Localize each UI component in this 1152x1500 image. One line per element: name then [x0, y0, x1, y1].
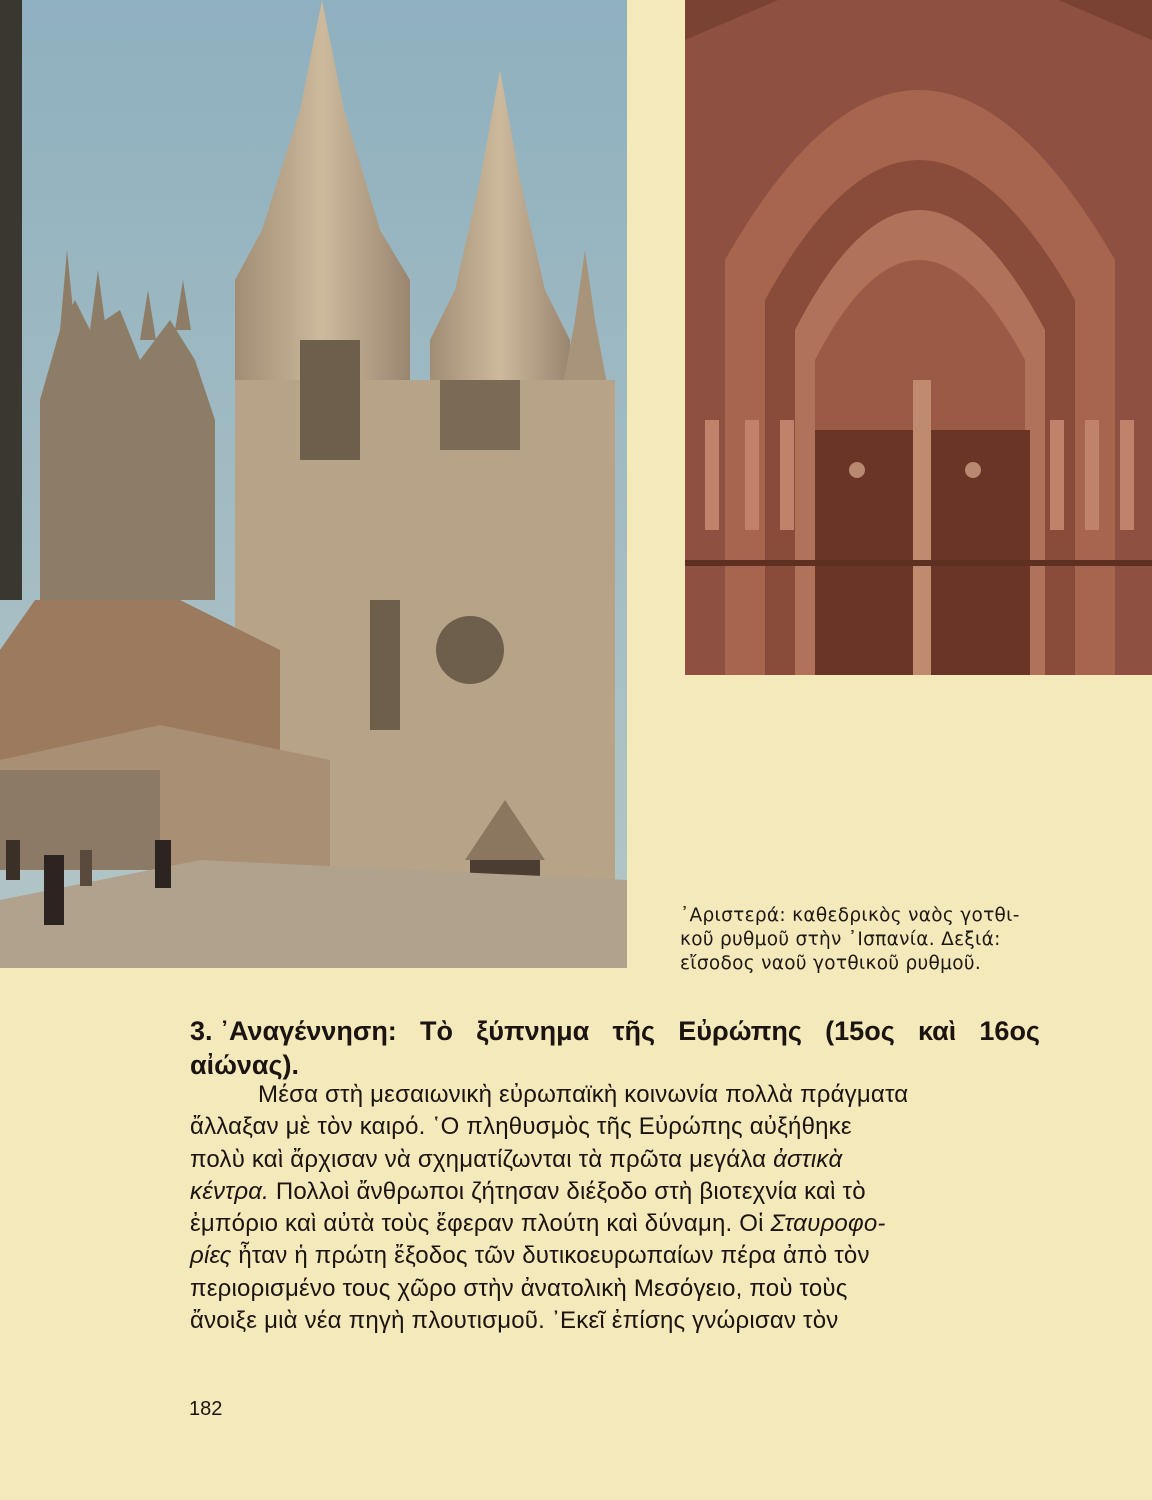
body-line: περιορισμένο τους χῶρο στὴν ἀνατολικὴ Μεσόγειο, ποὺ τοὺς [190, 1274, 848, 1302]
body-emphasis: Σταυροφο- [770, 1210, 886, 1238]
body-emphasis: κέντρα. [190, 1177, 270, 1205]
body-line [190, 1240, 1040, 1272]
body-line: Μέσα στὴ μεσαιωνικὴ εὐρωπαϊκὴ κοινωνία πολλὰ πράγματα [258, 1081, 909, 1108]
heading-line [190, 1014, 1040, 1048]
body-line: ἄνοιξε μιὰ νέα πηγὴ πλουτισμοῦ. ᾿Εκεῖ ἐπίσης γνώρισαν τὸν [190, 1307, 839, 1335]
heading-word: ξύπνημα [476, 1016, 590, 1046]
body-line: ἄλλαξαν μὲ τὸν καιρό. ῾Ο πληθυσμὸς τῆς Εὐρώπης αὐξήθηκε [190, 1113, 852, 1141]
body-text-run: Πολλοὶ ἄνθρωποι ζήτησαν διέξοδο στὴ βιοτεχνία καὶ τὸ [269, 1177, 866, 1205]
heading-word: Τὸ [420, 1016, 454, 1046]
heading-word: τῆς [612, 1016, 656, 1046]
gothic-portal-photo [685, 0, 1152, 675]
heading-line: αἰώνας). [190, 1050, 300, 1080]
section-heading [190, 1014, 1040, 1082]
body-emphasis: ρίες [190, 1242, 232, 1270]
caption-line: κοῦ ρυθμοῦ στὴν ᾿Ισπανία. Δεξιά: [680, 929, 1001, 950]
body-text [190, 1079, 1040, 1337]
caption-line: ᾿Αριστερά: καθεδρικὸς ναὸς γοτθι- [680, 905, 1020, 926]
body-text-run: πολὺ καὶ ἄρχισαν νὰ σχηματίζωνται τὰ πρῶτα μεγάλα [190, 1145, 774, 1173]
heading-word: 3. ᾿Αναγέννηση: [190, 1016, 397, 1046]
body-line [190, 1176, 1040, 1208]
body-text-run: ἐμπόριο καὶ αὐτὰ τοὺς ἔφεραν πλούτη καὶ δύναμη. Οἱ [190, 1210, 771, 1238]
caption-line: εἴσοδος ναοῦ γοτθικοῦ ρυθμοῦ. [680, 953, 982, 974]
cathedral-photo [0, 0, 627, 968]
page-number: 182 [189, 1398, 223, 1420]
body-line [190, 1208, 1040, 1240]
heading-word: καὶ [917, 1016, 957, 1046]
body-line [190, 1144, 1040, 1176]
body-text-run: ἦταν ἡ πρώτη ἔξοδος τῶν δυτικοευρωπαίων πέρα ἀπὸ τὸν [231, 1242, 870, 1270]
body-emphasis: ἀστικὰ [773, 1145, 843, 1173]
photo-caption [680, 904, 1136, 976]
heading-word: Εὐρώπης [678, 1016, 802, 1046]
heading-word: 16ος [979, 1016, 1040, 1046]
heading-word: (15ος [825, 1016, 895, 1046]
